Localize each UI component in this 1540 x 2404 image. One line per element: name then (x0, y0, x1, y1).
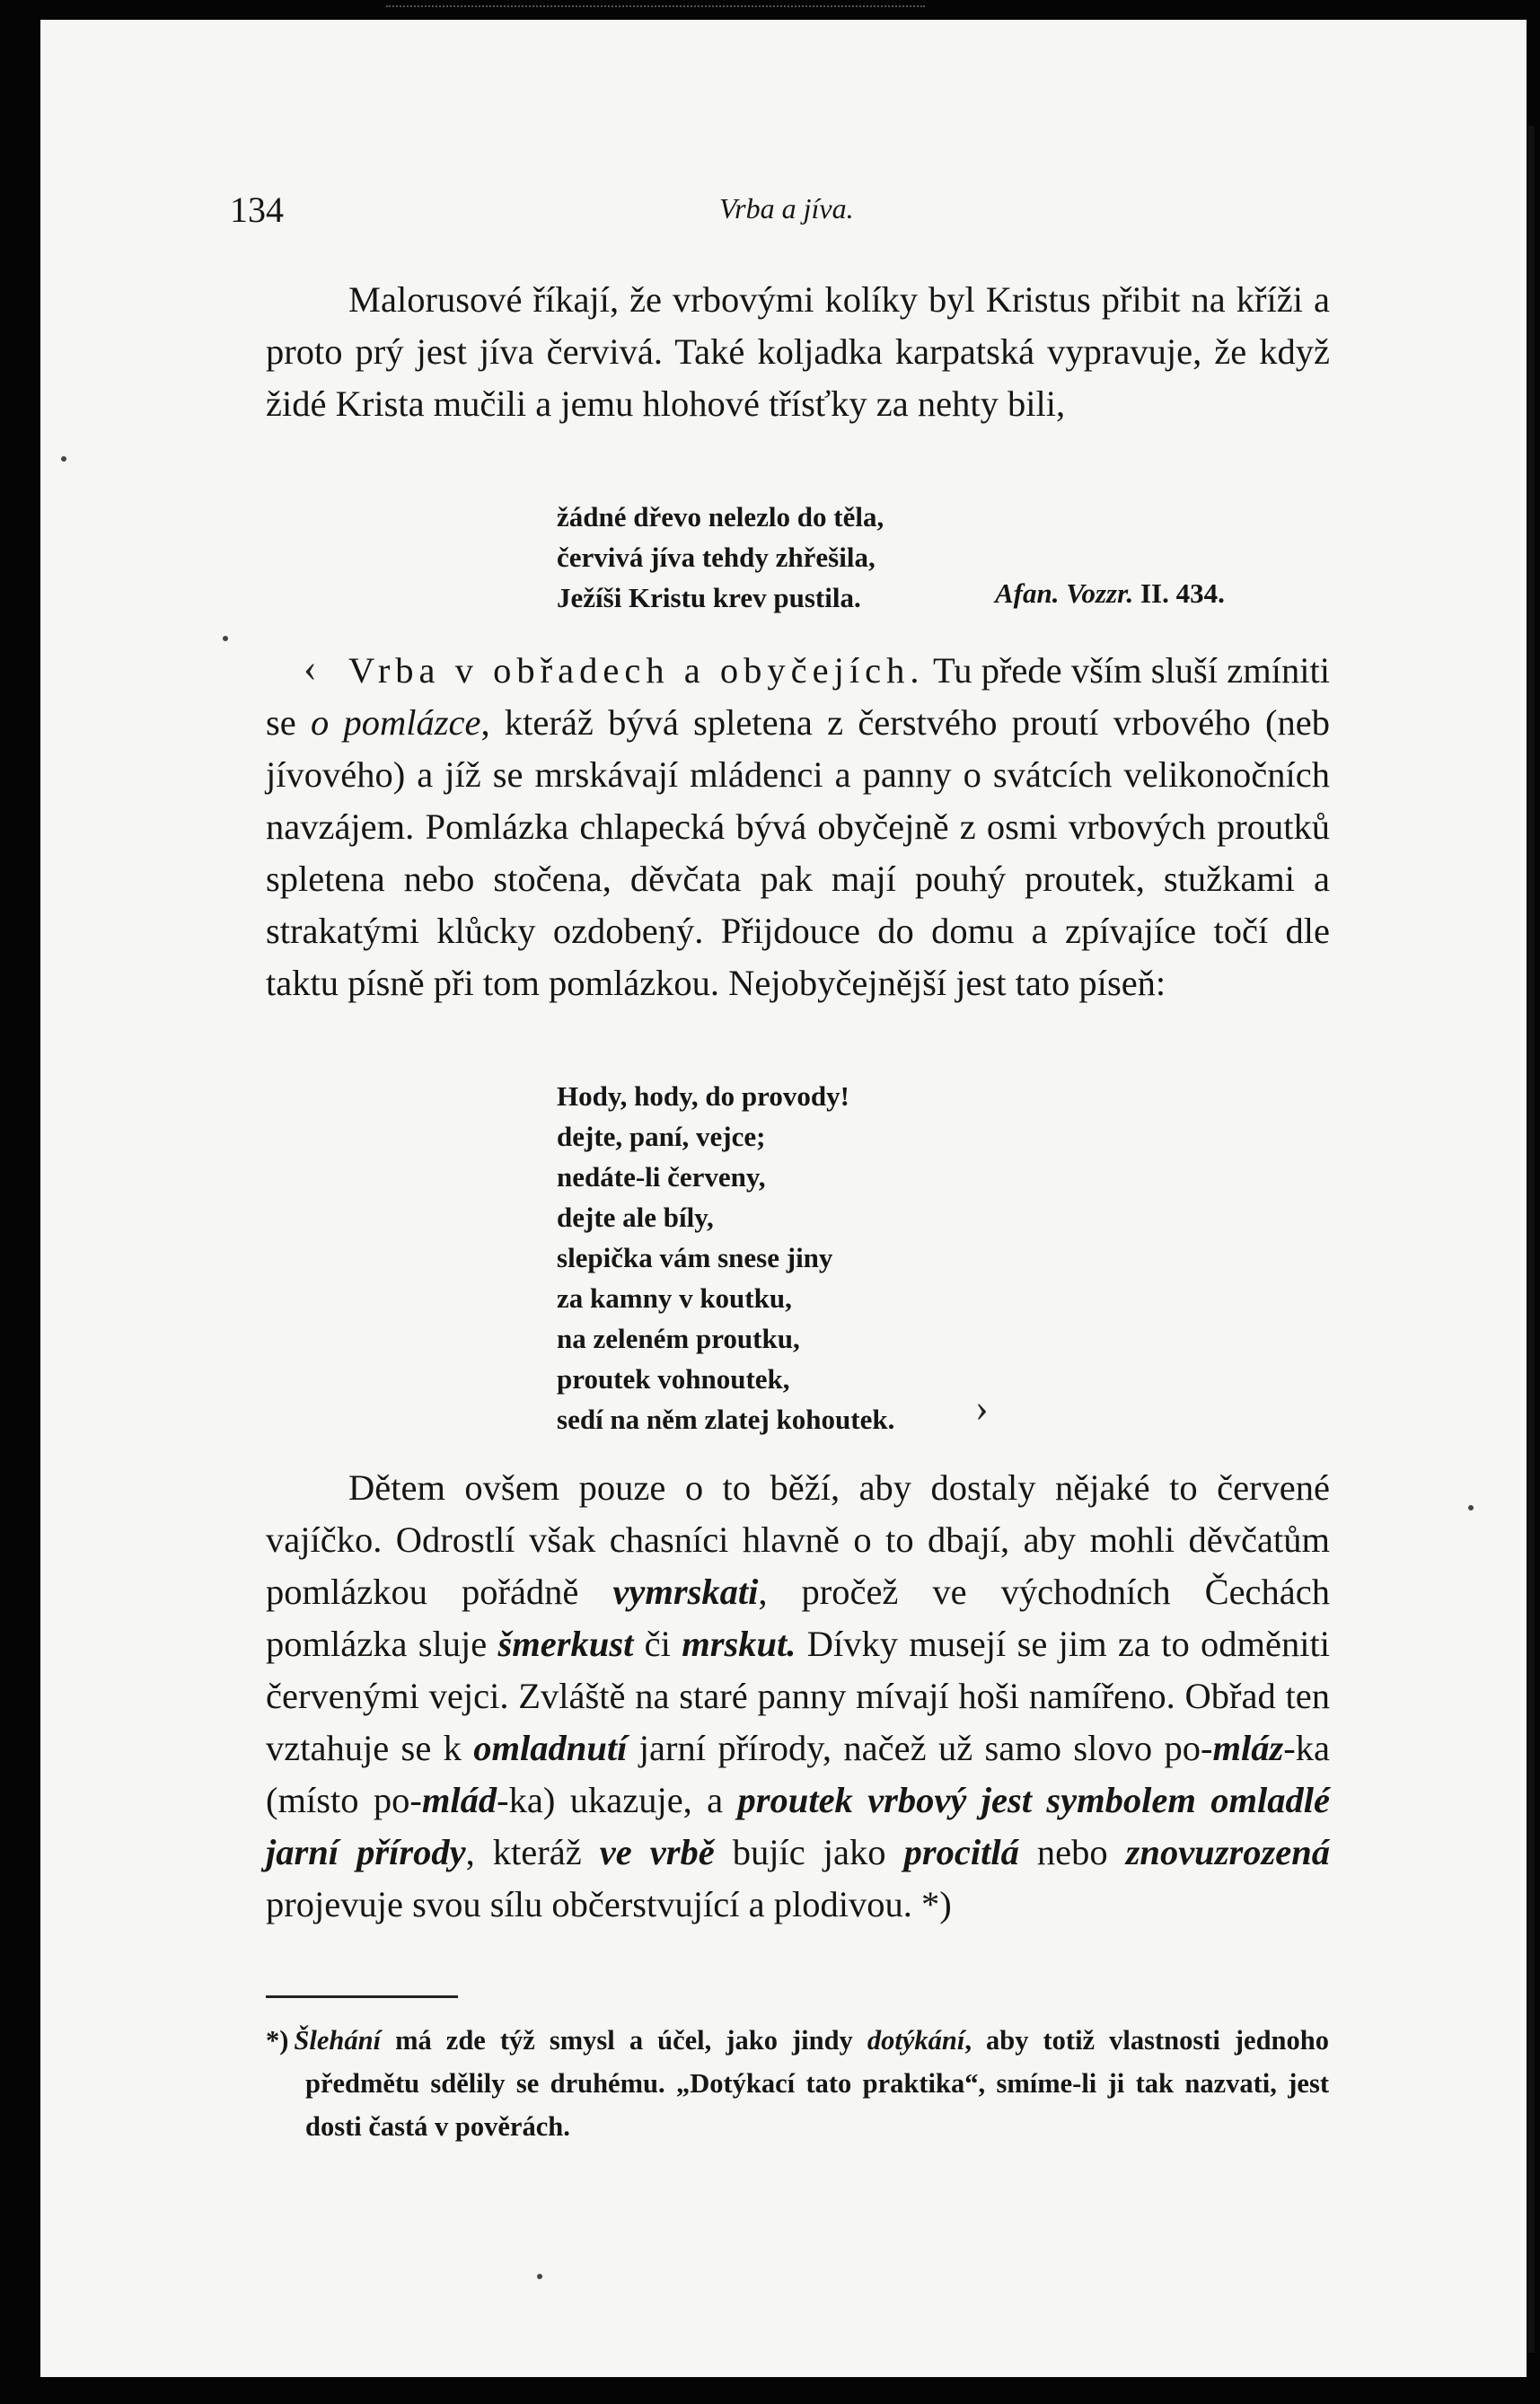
text-run: -ka (místo po- (266, 1728, 1331, 1820)
paragraph-2 (266, 645, 1330, 1009)
italic-term: mlád (421, 1780, 497, 1820)
italic-term: mrskut. (682, 1624, 796, 1664)
italic-term: vymrskati (612, 1572, 759, 1612)
text-run: , pročež ve východních Čechách pomlázka sluje (266, 1572, 1330, 1664)
page-number: 134 (230, 189, 284, 230)
song-line: nedáte-li červeny, (557, 1161, 766, 1193)
italic-term: mláz (1212, 1728, 1284, 1768)
scan-speck (1468, 1505, 1474, 1510)
footnote-marker: *) (266, 2025, 289, 2056)
text-run: , kteráž bývá spletena z čerstvého proutí vrbového (neb jívového) a jíž se mrskávají mládenci a panny o svátcích velikonočních navzájem. Pomlázka chlapecká bývá obyčejně z osmi vrbových proutků spletena nebo stočena, děvčata pak mají pouhý proutek, stužkami a strakatými klůcky ozdobený. Přijdouce do domu a zpívajíce točí dle taktu písně při tom pomlázkou. Nejobyčejnější jest tato píseň: (266, 702, 1330, 1003)
text-run: bujíc jako (714, 1832, 904, 1872)
italic-term: proutek vrbový jest symbolem omladlé jarní přírody (266, 1780, 1330, 1872)
footnote (266, 2019, 1329, 2148)
scan-speck (61, 456, 66, 462)
italic-term: ve vrbě (599, 1832, 715, 1872)
running-title: Vrba a jíva. (719, 192, 854, 225)
paragraph-3-text (266, 1462, 1330, 1931)
verse-song (557, 1076, 894, 1440)
italic-term: Šlehání (294, 2025, 382, 2056)
italic-term: procitlá (903, 1832, 1019, 1872)
song-line: Hody, hody, do provody! (557, 1080, 849, 1112)
paragraph-1-text: Malorusové říkají, že vrbovými kolíky byl Kristus přibit na kříži a proto prý jest jíva červivá. Také koljadka karpatská vypravuje, že když židé Krista mučili a jemu hlohové třísťky za nehty bili, (266, 279, 1330, 424)
scan-top-artifact (386, 0, 925, 7)
text-run: Tu přede vším sluší zmíniti se (266, 650, 1330, 743)
citation-reference: II. 434. (1140, 577, 1225, 609)
italic-term: omladnutí (473, 1728, 628, 1768)
section-heading-spaced: Vrba v obřadech a obyčejích. (348, 650, 925, 691)
text-run: -ka) ukazuje, a (497, 1780, 738, 1820)
text-run: , aby totiž vlastnosti jednoho předmětu sdělily se druhému. „Dotýkací tato praktika“, smíme-li ji tak nazvati, jest dosti častá v pověrách. (305, 2025, 1329, 2142)
song-line: slepička vám snese jiny (557, 1242, 833, 1273)
text-run: či (633, 1624, 682, 1664)
song-line: dejte, paní, vejce; (557, 1121, 766, 1152)
text-run: , kteráž (465, 1832, 600, 1872)
page-edge-shadow (1528, 126, 1535, 2353)
pencil-mark-open: ‹ (304, 646, 317, 690)
italic-term: dotýkání (867, 2025, 965, 2056)
verse-quote-1 (557, 497, 884, 618)
paragraph-3 (266, 1462, 1330, 1931)
song-line: za kamny v koutku, (557, 1282, 792, 1314)
scan-speck (537, 2274, 542, 2279)
footnote-divider (266, 1995, 458, 1998)
scan-speck (223, 636, 228, 641)
text-run: má zde týž smysl a účel, jako jindy (381, 2025, 867, 2056)
italic-term: o pomlázce (311, 702, 481, 743)
pencil-mark-close: › (975, 1386, 989, 1430)
text-run: nebo (1018, 1832, 1126, 1872)
song-line: proutek vohnoutek, (557, 1363, 790, 1395)
song-line: dejte ale bíly, (557, 1202, 714, 1233)
text-run: jarní přírody, načež už samo slovo po- (627, 1728, 1213, 1768)
verse-citation (995, 577, 1225, 610)
paragraph-2-text (266, 645, 1330, 1009)
song-line: sedí na něm zlatej kohoutek. (557, 1404, 895, 1435)
verse-line: červivá jíva tehdy zhřešila, (557, 542, 876, 573)
verse-line: Ježíši Kristu krev pustila. (557, 582, 861, 613)
page-header (230, 189, 1334, 242)
text-run: Dívky musejí se jim za to odměniti červenými vejci. Zvláště na staré panny mívají hoši namířeno. Obřad ten vztahuje se k (266, 1624, 1330, 1768)
italic-term: znovuzrozená (1125, 1832, 1330, 1872)
paragraph-1 (266, 274, 1330, 430)
italic-term: šmerkust (497, 1624, 634, 1664)
verse-line: žádné dřevo nelezlo do těla, (557, 501, 884, 533)
text-run: Dětem ovšem pouze o to běží, aby dostaly nějaké to červené vajíčko. Odrostlí však chasníci hlavně o to dbají, aby mohli děvčatům pomlázkou pořádně (266, 1467, 1330, 1612)
citation-source: Afan. Vozzr. (995, 577, 1134, 609)
text-run: projevuje svou sílu občerstvující a plodivou. *) (266, 1884, 952, 1924)
song-line: na zeleném proutku, (557, 1323, 800, 1354)
